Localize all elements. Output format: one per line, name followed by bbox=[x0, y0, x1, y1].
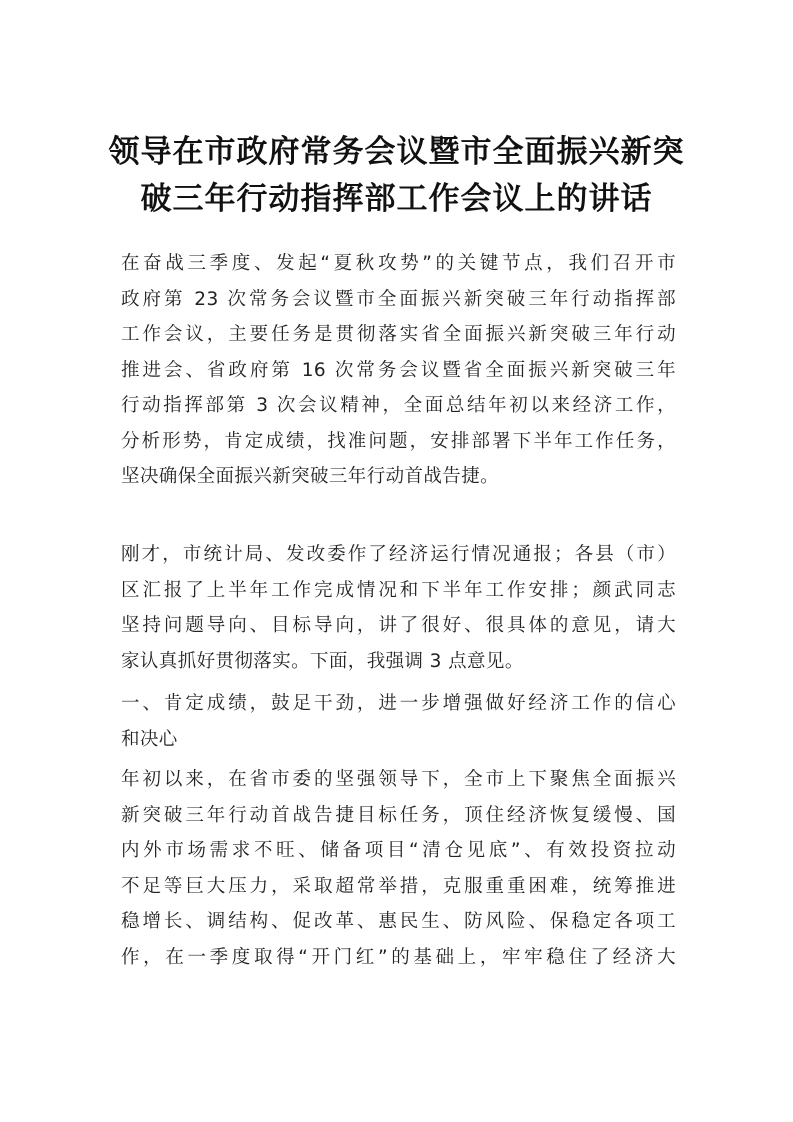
text-line: 作，在一季度取得“开门红”的基础上，牢牢稳住了经济大 bbox=[121, 946, 676, 968]
text-line: 在奋战三季度、发起“夏秋攻势”的关键节点，我们召开市 bbox=[121, 253, 676, 274]
text-line: 政府第 23 次常务会议暨市全面振兴新突破三年行动指挥部 bbox=[121, 288, 676, 310]
document-title-line-1: 领导在市政府常务会议暨市全面振兴新突 bbox=[108, 134, 685, 170]
text-line: 行动指挥部第 3 次会议精神，全面总结年初以来经济工作， bbox=[121, 395, 676, 416]
text-line: 家认真抓好贯彻落实。下面，我强调 3 点意见。 bbox=[121, 650, 524, 672]
text-line: 坚持问题导向、目标导向，讲了很好、很具体的意见，请大 bbox=[121, 615, 676, 636]
text-line: 新突破三年行动首战告捷目标任务，顶住经济恢复缓慢、国 bbox=[121, 804, 676, 826]
text-line: 刚才，市统计局、发改委作了经济运行情况通报；各县（市） bbox=[121, 544, 676, 565]
paragraph-achievements bbox=[121, 762, 676, 975]
text-line: 区汇报了上半年工作完成情况和下半年工作安排；颜武同志 bbox=[121, 579, 676, 601]
text-line: 不足等巨大压力，采取超常举措，克服重重困难，统筹推进 bbox=[121, 875, 676, 897]
text-line: 年初以来，在省市委的坚强领导下，全市上下聚焦全面振兴 bbox=[121, 769, 676, 790]
text-line: 稳增长、调结构、促改革、惠民生、防风险、保稳定各项工 bbox=[121, 911, 676, 932]
text-line: 坚决确保全面振兴新突破三年行动首战告捷。 bbox=[121, 466, 500, 487]
text-line: 一、肯定成绩，鼓足干劲，进一步增强做好经济工作的信心 bbox=[121, 693, 676, 714]
text-line: 和决心 bbox=[121, 728, 178, 750]
text-line: 工作会议，主要任务是贯彻落实省全面振兴新突破三年行动 bbox=[121, 324, 676, 345]
paragraph-reports bbox=[121, 537, 676, 679]
text-line: 内外市场需求不旺、储备项目“清仓见底”、有效投资拉动 bbox=[121, 840, 676, 861]
text-line: 推进会、省政府第 16 次常务会议暨省全面振兴新突破三年 bbox=[121, 359, 676, 381]
document-title-line-2: 破三年行动指挥部工作会议上的讲话 bbox=[140, 181, 653, 217]
section-heading-1 bbox=[121, 686, 676, 757]
text-line: 分析形势，肯定成绩，找准问题，安排部署下半年工作任务， bbox=[121, 430, 676, 452]
paragraph-opening bbox=[121, 246, 676, 495]
